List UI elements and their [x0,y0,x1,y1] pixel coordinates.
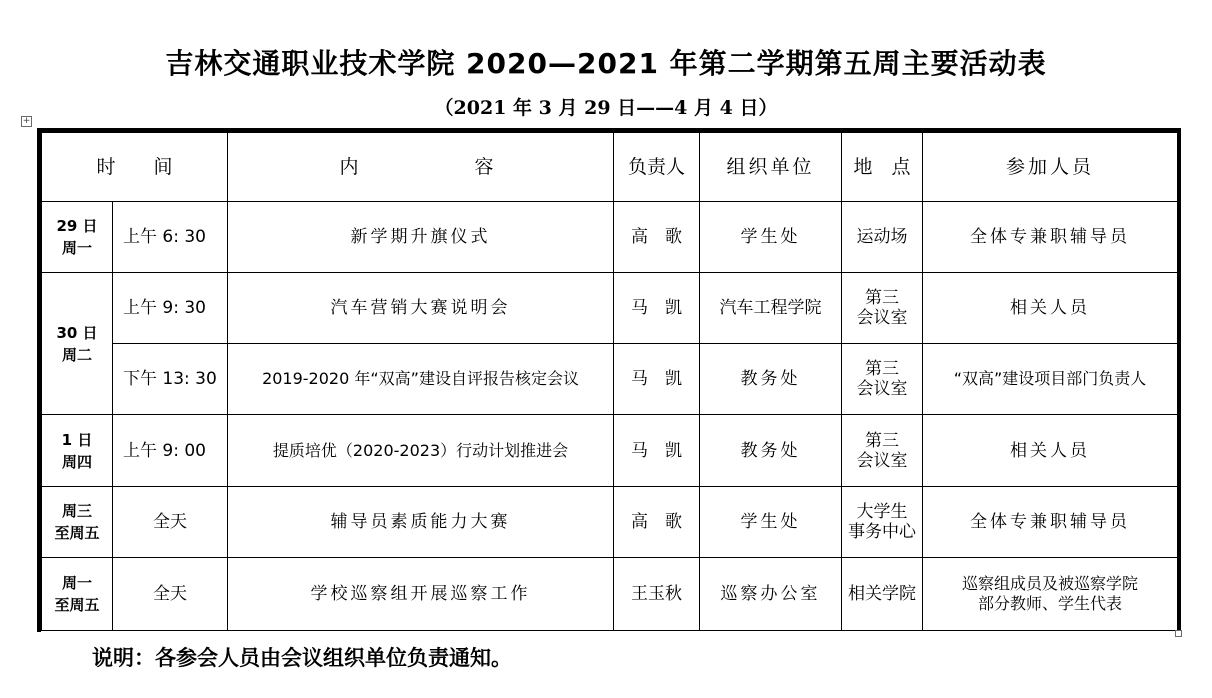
header-person: 负责人 [614,133,700,202]
day-cell: 周三 至周五 [42,487,113,558]
place-cell: 大学生 事务中心 [842,487,923,558]
header-place: 地 点 [842,133,923,202]
time-cell: 上午 9: 00 [113,415,228,487]
table-row [42,202,1178,273]
participants-cell: “双高”建设项目部门负责人 [923,344,1178,415]
participants-cell: 相关人员 [923,273,1178,344]
header-time: 时 间 [42,133,228,202]
person-cell: 高 歌 [614,487,700,558]
activity-table-frame [37,128,1181,632]
page-title: 吉林交通职业技术学院 2020—2021 年第二学期第五周主要活动表 [165,47,1047,80]
person-cell: 高 歌 [614,202,700,273]
content-cell: 新学期升旗仪式 [228,202,614,273]
place-cell: 相关学院 [842,558,923,631]
person-cell: 王玉秋 [614,558,700,631]
table-row [42,273,1178,344]
content-cell: 2019-2020 年“双高”建设自评报告核定会议 [228,344,614,415]
person-cell: 马 凯 [614,273,700,344]
activity-table [41,132,1178,631]
participants-cell: 巡察组成员及被巡察学院 部分教师、学生代表 [923,558,1178,631]
table-row [42,487,1178,558]
person-cell: 马 凯 [614,344,700,415]
table-row [42,415,1178,487]
day-cell: 30 日 周二 [42,273,113,415]
time-cell: 上午 9: 30 [113,273,228,344]
participants-cell: 全体专兼职辅导员 [923,202,1178,273]
time-cell: 下午 13: 30 [113,344,228,415]
time-cell: 全天 [113,558,228,631]
table-row [42,558,1178,631]
place-cell: 第三 会议室 [842,273,923,344]
header-participants: 参加人员 [923,133,1178,202]
note-text: 说明：各参会人员由会议组织单位负责通知。 [92,646,512,670]
content-cell: 辅导员素质能力大赛 [228,487,614,558]
person-cell: 马 凯 [614,415,700,487]
place-cell: 第三 会议室 [842,344,923,415]
table-header-row [42,133,1178,202]
header-org: 组织单位 [700,133,842,202]
day-cell: 1 日 周四 [42,415,113,487]
table-resize-handle[interactable] [1175,630,1182,637]
content-cell: 学校巡察组开展巡察工作 [228,558,614,631]
day-cell: 29 日 周一 [42,202,113,273]
table-row [42,344,1178,415]
header-content: 内 容 [228,133,614,202]
org-cell: 学生处 [700,487,842,558]
content-cell: 汽车营销大赛说明会 [228,273,614,344]
org-cell: 教务处 [700,344,842,415]
time-cell: 上午 6: 30 [113,202,228,273]
time-cell: 全天 [113,487,228,558]
date-range-subtitle: （2021 年 3 月 29 日——4 月 4 日） [434,97,778,119]
day-cell: 周一 至周五 [42,558,113,631]
org-cell: 教务处 [700,415,842,487]
org-cell: 汽车工程学院 [700,273,842,344]
content-cell: 提质培优（2020-2023）行动计划推进会 [228,415,614,487]
participants-cell: 相关人员 [923,415,1178,487]
place-cell: 第三 会议室 [842,415,923,487]
place-cell: 运动场 [842,202,923,273]
participants-cell: 全体专兼职辅导员 [923,487,1178,558]
org-cell: 巡察办公室 [700,558,842,631]
table-move-handle-icon[interactable]: + [22,116,31,126]
org-cell: 学生处 [700,202,842,273]
